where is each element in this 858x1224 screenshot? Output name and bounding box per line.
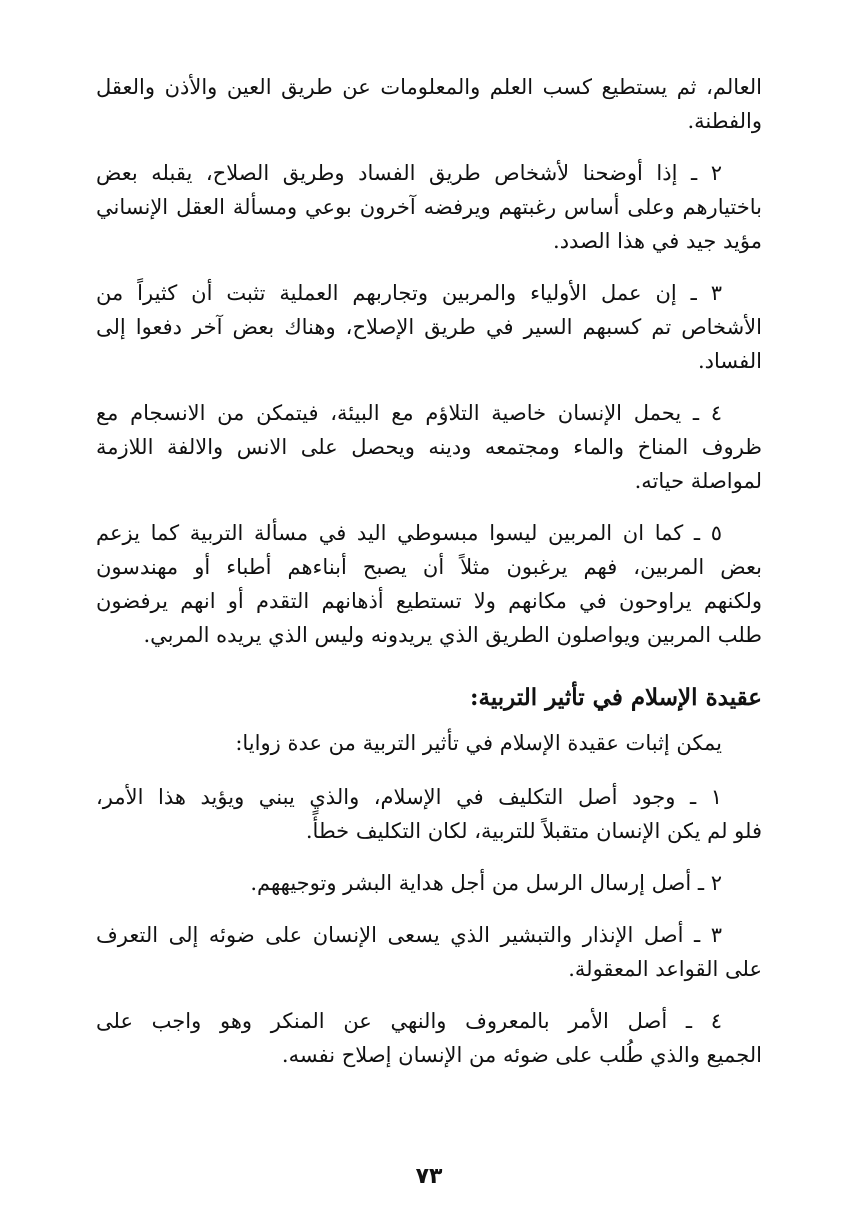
text-line: مؤيد جيد في هذا الصدد. xyxy=(553,229,762,253)
text-line: والفطنة. xyxy=(687,109,762,133)
section-intro: يمكن إثبات عقيدة الإسلام في تأثير التربية من عدة زوايا: xyxy=(235,731,722,755)
paragraph-2 xyxy=(96,156,762,258)
text-line: ٣ ـ أصل الإنذار والتبشير الذي يسعى الإنسان على ضوئه إلى التعرف xyxy=(96,923,722,947)
paragraph-5 xyxy=(96,516,762,652)
paragraph-6 xyxy=(96,780,762,848)
text-line: ٢ ـ أصل إرسال الرسل من أجل هداية البشر وتوجيههم. xyxy=(250,871,722,895)
text-line: باختيارهم وعلى أساس رغبتهم ويرفضه آخرون بوعي ومسألة العقل الإنساني xyxy=(96,195,762,219)
paragraph-3 xyxy=(96,276,762,378)
text-line: ٥ ـ كما ان المربين ليسوا مبسوطي اليد في مسألة التربية كما يزعم xyxy=(96,521,722,545)
paragraph-4 xyxy=(96,396,762,498)
text-line: الفساد. xyxy=(697,349,762,373)
text-line: بعض المربين، فهم يرغبون مثلاً أن يصبح أبناءهم أطباء أو مهندسون xyxy=(96,555,762,579)
text-line: ولكنهم يراوحون في مكانهم ولا تستطيع أذهانهم التقدم أو انهم يرفضون xyxy=(96,589,762,613)
text-line: على القواعد المعقولة. xyxy=(568,957,762,981)
paragraph-1 xyxy=(96,70,762,138)
page-body xyxy=(96,70,762,1090)
section-heading: عقيدة الإسلام في تأثير التربية: xyxy=(470,684,762,711)
text-line: فلو لم يكن الإنسان متقبلاً للتربية، لكان التكليف خطأً. xyxy=(305,819,762,843)
text-line: ٤ ـ أصل الأمر بالمعروف والنهي عن المنكر وهو واجب على xyxy=(96,1009,722,1033)
text-line: العالم، ثم يستطيع كسب العلم والمعلومات عن طريق العين والأذن والعقل xyxy=(96,75,762,99)
page-number: ٧٣ xyxy=(415,1164,443,1189)
text-line: ١ ـ وجود أصل التكليف في الإسلام، والذي يبني ويؤيد هذا الأمر، xyxy=(96,785,722,809)
text-line: طلب المربين ويواصلون الطريق الذي يريدونه وليس الذي يريده المربي. xyxy=(143,623,762,647)
text-line: ٤ ـ يحمل الإنسان خاصية التلاؤم مع البيئة، فيتمكن من الانسجام مع xyxy=(96,401,722,425)
text-line: ٢ ـ إذا أوضحنا لأشخاص طريق الفساد وطريق الصلاح، يقبله بعض xyxy=(96,161,722,185)
text-line: لمواصلة حياته. xyxy=(634,469,762,493)
paragraph-8 xyxy=(96,918,762,986)
text-line: ظروف المناخ والماء ومجتمعه ودينه ويحصل على الانس والالفة اللازمة xyxy=(96,435,762,459)
paragraph-7 xyxy=(96,866,762,900)
text-line: ٣ ـ إن عمل الأولياء والمربين وتجاربهم العملية تثبت أن كثيراً من xyxy=(96,281,722,305)
paragraph-9 xyxy=(96,1004,762,1072)
text-line: الأشخاص تم كسبهم السير في طريق الإصلاح، وهناك بعض آخر دفعوا إلى xyxy=(96,315,762,339)
text-line: الجميع والذي طُلب على ضوئه من الإنسان إصلاح نفسه. xyxy=(281,1043,762,1067)
